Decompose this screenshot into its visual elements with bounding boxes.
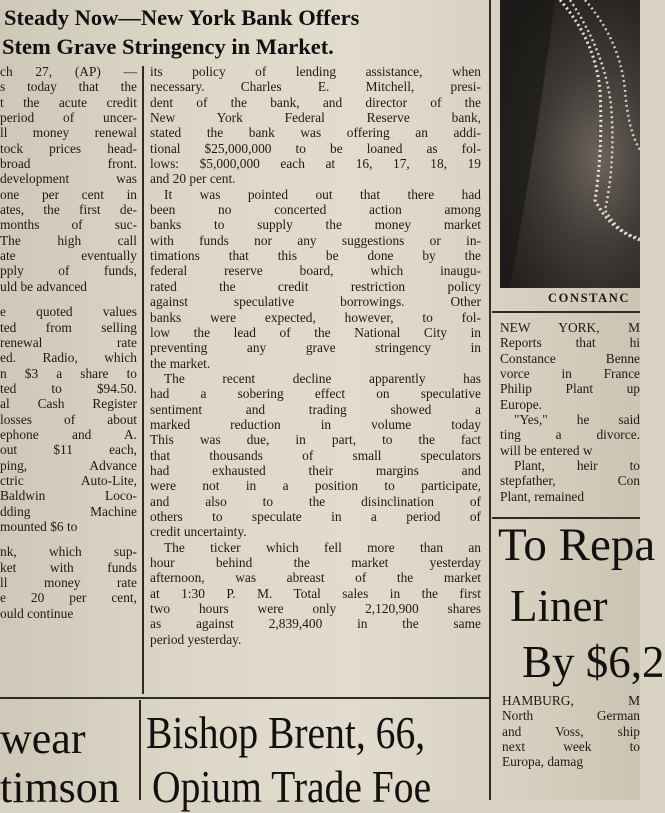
text-line: The ticker which fell more than an <box>164 539 481 555</box>
text-line: period of uncer- <box>0 110 137 126</box>
text-line: necessary. Charles E. Mitchell, presi- <box>150 79 481 95</box>
text-line: The recent decline apparently has <box>164 370 481 386</box>
text-line: the market. <box>150 355 211 371</box>
text-line: losses of about <box>0 411 137 427</box>
text-line: al Cash Register <box>0 396 137 412</box>
liner-headline-line-1: To Repa <box>498 519 656 571</box>
text-line: ket with funds <box>0 559 137 575</box>
text-line: renewal rate <box>0 334 137 350</box>
text-line: pply of funds, <box>0 263 137 279</box>
text-line: ch 27, (AP) — <box>0 64 137 79</box>
text-line: uld be advanced <box>0 278 87 294</box>
text-line: ephone and A. <box>0 426 137 442</box>
text-line: s today that the <box>0 79 137 95</box>
liner-headline-line-2: Liner <box>510 581 608 631</box>
text-line: at 1:30 P. M. Total sales in the first <box>150 585 481 601</box>
text-line: banks to supply the money market <box>150 217 481 233</box>
text-line: its policy of lending assistance, when <box>150 64 481 79</box>
text-line: "Yes," he said <box>514 412 640 428</box>
paragraph-gap <box>0 294 137 304</box>
text-line: NEW YORK, M <box>500 320 640 335</box>
text-line: period yesterday. <box>150 631 242 647</box>
text-line: and 20 per cent. <box>150 171 236 187</box>
text-line: e quoted values <box>0 304 137 320</box>
article-column-hamburg <box>502 693 640 803</box>
text-line: and also to the disinclination of <box>150 493 481 509</box>
text-line: ctric Auto-Lite, <box>0 472 137 488</box>
text-line: timations that this be done by the <box>150 248 481 264</box>
text-line: ping, Advance <box>0 457 137 473</box>
text-line: Europa, damag <box>502 754 584 770</box>
text-line: were not in a position to participate, <box>150 478 481 494</box>
bishop-brent-headline-line-2: Opium Trade Foe <box>152 761 432 812</box>
text-line: sentiment and trading showed a <box>150 401 481 417</box>
text-line: preventing any grave stringency in <box>150 340 481 356</box>
text-line: stated the bank was offering an addi- <box>150 125 481 141</box>
bishop-brent-headline-line-1: Bishop Brent, 66, <box>146 707 426 758</box>
portrait-photo <box>500 0 640 288</box>
text-line: others to speculate in a period of <box>150 508 481 524</box>
pearl-necklace-graphic <box>500 0 640 288</box>
text-line: development was <box>0 171 137 187</box>
text-line: ate eventually <box>0 248 137 264</box>
text-line: Philip Plant up <box>500 381 640 397</box>
text-line: Constance Benne <box>500 350 640 366</box>
text-line: North German <box>502 708 640 724</box>
text-line: The high call <box>0 232 137 248</box>
article-column-bennett <box>500 320 640 520</box>
liner-headline-line-3: By $6,2 <box>522 637 665 687</box>
text-line: rated the credit restriction policy <box>150 278 481 294</box>
text-line: dding Machine <box>0 503 137 519</box>
text-line: hour behind the market yesterday <box>150 555 481 570</box>
text-line: against speculative borrowings. Other <box>150 294 481 310</box>
text-line: It was pointed out that there had <box>164 186 481 202</box>
text-line: ates, the first de- <box>0 202 137 218</box>
text-line: HAMBURG, M <box>502 693 640 708</box>
photo-caption: CONSTANC <box>548 291 631 305</box>
text-line: stepfather, Con <box>500 473 640 489</box>
bottom-left-headline-line-1: wear <box>0 714 86 763</box>
text-line: that thousands of small speculators <box>150 447 481 463</box>
text-line: t the acute credit <box>0 94 137 110</box>
bottom-left-headline-line-2: timson <box>0 763 120 812</box>
column-rule-left <box>142 66 144 694</box>
text-line: ll money rate <box>0 575 137 590</box>
text-line: had exhausted their margins and <box>150 462 481 478</box>
text-line: ould continue <box>0 605 74 621</box>
text-line: lows: $5,000,000 each at 16, 17, 18, 19 <box>150 156 481 172</box>
text-line: marked reduction in volume today <box>150 416 481 432</box>
text-line: e 20 per cent, <box>0 590 137 606</box>
text-line: ting a divorce. <box>500 427 640 443</box>
text-line: ted from selling <box>0 319 137 335</box>
text-line: next week to <box>502 739 640 755</box>
text-line: ed. Radio, which <box>0 350 137 366</box>
column-rule-bottom <box>139 700 141 800</box>
text-line: This was due, in part, to the fact <box>150 432 481 448</box>
text-line: tock prices head- <box>0 140 137 156</box>
text-line: mounted $6 to <box>0 518 78 534</box>
text-line: low the lead of the National City in <box>150 324 481 340</box>
text-line: tional $25,000,000 to be loaned as fol- <box>150 140 481 156</box>
section-rule <box>0 697 489 699</box>
text-line: New York Federal Reserve bank, <box>150 110 481 126</box>
headline-line-2: Stem Grave Stringency in Market. <box>2 34 334 59</box>
text-line: months of suc- <box>0 217 137 233</box>
text-line: as against 2,839,400 in the same <box>150 616 481 632</box>
text-line: Plant, heir to <box>514 458 640 474</box>
text-line: with funds nor any suggestions or in- <box>150 232 481 248</box>
text-line: Reports that hi <box>500 335 640 351</box>
caption-rule <box>492 311 640 313</box>
text-line: Plant, remained <box>500 488 585 504</box>
text-line: been no concerted action among <box>150 202 481 218</box>
headline <box>0 0 486 62</box>
text-line: ll money renewal <box>0 125 137 141</box>
text-line: and Voss, ship <box>502 723 640 739</box>
text-line: dent of the bank, and director of the <box>150 94 481 110</box>
text-line: credit uncertainty. <box>150 524 247 540</box>
text-line: vorce in France <box>500 366 640 382</box>
text-line: n $3 a share to <box>0 365 137 381</box>
text-line: Baldwin Loco- <box>0 488 137 504</box>
text-line: federal reserve board, which inaugu- <box>150 263 481 279</box>
paragraph-gap <box>0 534 137 544</box>
text-line: one per cent in <box>0 186 137 202</box>
column-rule-right <box>489 0 491 800</box>
headline-line-1: Steady Now—New York Bank Offers <box>4 5 360 30</box>
text-line: will be entered w <box>500 442 593 458</box>
text-line: broad front. <box>0 156 137 172</box>
text-line: had a sobering effect on speculative <box>150 386 481 402</box>
text-line: ted to $94.50. <box>0 380 137 396</box>
text-line: out $11 each, <box>0 442 137 458</box>
text-line: banks were expected, however, to fol- <box>150 309 481 325</box>
text-line: afternoon, was abreast of the market <box>150 570 481 586</box>
text-line: two hours were only 2,120,900 shares <box>150 601 481 617</box>
text-line: nk, which sup- <box>0 544 137 560</box>
text-line: Europe. <box>500 396 543 412</box>
article-column-left <box>0 64 137 694</box>
article-column-main <box>150 64 481 694</box>
